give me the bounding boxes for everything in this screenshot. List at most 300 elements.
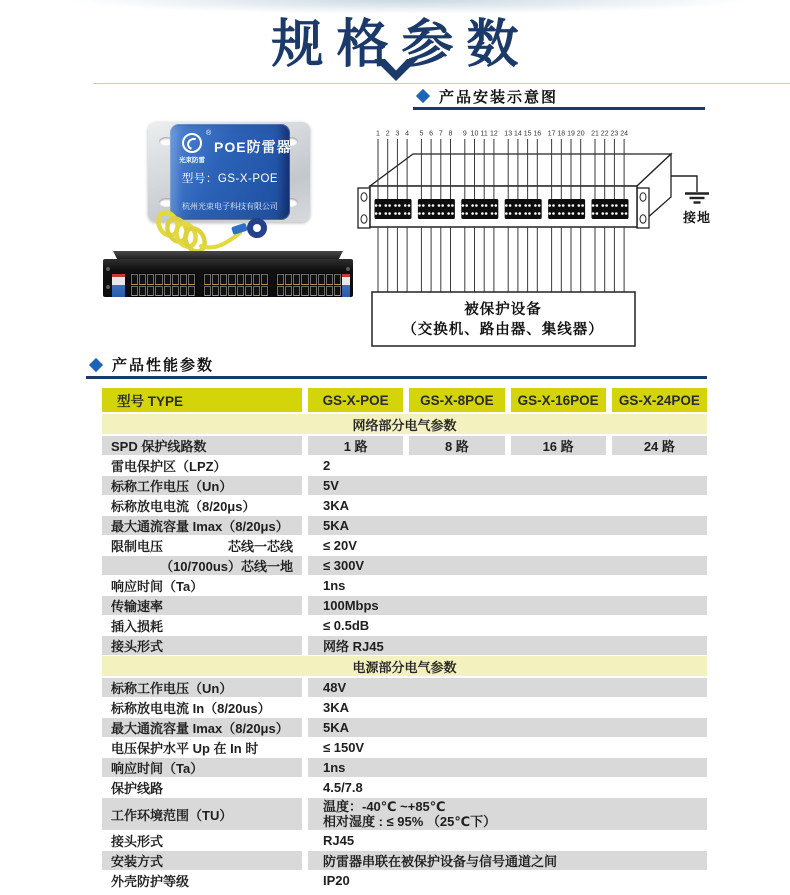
row-label [102,831,302,850]
rj45-pin [388,212,391,215]
row-label [102,871,302,890]
port-number: 7 [438,130,443,138]
row-label-text: 标称放电电流（8/20μs） [111,499,256,514]
switch-port [253,286,260,297]
rj45-pin [519,212,522,215]
rj45-pin [398,204,401,207]
row-label-right-text: 芯线一芯线 [227,539,293,554]
port-number: 18 [557,130,566,138]
rj45-pin [394,212,397,215]
rj45-group [548,199,585,219]
switch-port [164,274,171,285]
row-label [102,556,302,575]
install-section-heading [413,85,705,110]
rj45-pin [481,204,484,207]
row-value: 5V [308,476,707,495]
table-row [102,516,707,535]
rj45-pin [451,212,454,215]
rj45-pin [379,212,382,215]
device-name: POE防雷器 [214,139,292,155]
table-row [102,556,707,575]
table-section-row: 电源部分电气参数 [102,656,707,676]
row-label [102,596,302,615]
table-row [102,758,707,777]
header-type-cell: 型号 TYPE [102,388,302,412]
rj45-pin [465,212,468,215]
header-model-cell: GS-X-24POE [612,388,707,412]
row-value [308,798,707,830]
port-number: 1 [376,130,380,138]
rj45-pin [538,212,541,215]
switch-port [293,286,300,297]
row-label [102,616,302,635]
row-label [102,456,302,475]
rj45-pin [611,204,614,207]
port-number: 23 [610,130,619,138]
switch-port-bank [130,273,196,297]
rj45-group [375,199,412,219]
port-numbers [376,131,628,138]
switch-port [261,286,268,297]
rj45-pin [592,212,595,215]
top-divider-line [93,83,790,84]
port-number: 2 [385,130,390,138]
rj45-pin [375,204,378,207]
rj45-pin [451,204,454,207]
rj45-pin [524,204,527,207]
switch-port [310,286,317,297]
switch-port [212,274,219,285]
diamond-icon [416,89,430,103]
install-diagram [355,120,790,350]
rj45-pin [578,204,581,207]
rj45-pin [385,204,388,207]
switch-port [220,286,227,297]
row-value: 16 路 [511,436,606,455]
switch-port [228,274,235,285]
rj45-pin [462,204,465,207]
switch-port [334,274,341,285]
table-row [102,616,707,635]
switch-port [204,274,211,285]
row-label-text: 传输速率 [111,599,164,614]
rj45-pin [568,212,571,215]
rj45-pin [491,212,494,215]
rj45-pin [611,212,614,215]
switch-port [237,286,244,297]
row-value-line: 温度：-40℃ ~+85℃ [323,799,446,814]
rj45-pin [394,204,397,207]
table-header-row [102,388,707,412]
port-number: 22 [600,130,609,138]
row-label-text: 响应时间（Ta） [111,761,204,776]
switch-port [326,274,333,285]
row-label [102,436,302,455]
switch-port [318,286,325,297]
rj45-pin [408,212,411,215]
down-arrow-icon [374,59,418,81]
row-label-text: 电压保护水平 Up 在 In 时 [111,741,259,756]
rj45-pin [602,204,605,207]
switch-port [285,274,292,285]
rj45-pin [581,204,584,207]
row-label [102,718,302,737]
row-value: 5KA [308,718,707,737]
port-number: 4 [405,130,410,138]
rj45-pin [572,204,575,207]
row-label [102,698,302,717]
rj45-pin [524,212,527,215]
switch-port [301,274,308,285]
row-label-text: 接头形式 [111,639,164,654]
row-value: ≤ 20V [308,536,707,555]
rj45-pin [441,204,444,207]
port-number: 11 [480,130,488,138]
port-number: 16 [533,130,542,138]
row-label [102,798,302,830]
rj45-pin [534,204,537,207]
rj45-group [592,199,629,219]
row-label [102,778,302,797]
rj45-pin [475,212,478,215]
rj45-pin [605,212,608,215]
switch-port [212,286,219,297]
switch-port [164,286,171,297]
port-number: 15 [523,130,532,138]
header-model-cell: GS-X-8POE [409,388,504,412]
switch-port [228,286,235,297]
ear-hole [361,215,367,223]
rack-screw-hole [106,267,110,271]
row-label [102,678,302,697]
row-label-text: （10/700us）芯线一地 [160,559,293,574]
protected-box-line1: 被保护设备 [464,302,542,318]
row-label-text: 安装方式 [111,854,164,869]
row-label-text: 接头形式 [111,834,164,849]
row-label [102,636,302,655]
port-number: 24 [620,130,628,138]
port-number: 8 [448,130,453,138]
row-label [102,516,302,535]
rj45-group [461,199,498,219]
switch-port [147,274,154,285]
params-section-title: 产品性能参数 [112,357,215,374]
switch-port [180,274,187,285]
switch-port [172,274,179,285]
row-label-text: 保护线路 [111,781,164,796]
rj45-pin [408,204,411,207]
rj45-pin [471,204,474,207]
row-label [102,758,302,777]
row-label [102,476,302,495]
rj45-pin [615,204,618,207]
row-label-text: SPD 保护线路数 [111,439,207,454]
row-value: 5KA [308,516,707,535]
protected-device-box [372,292,635,346]
rj45-pin [404,212,407,215]
table-row [102,636,707,655]
rj45-group [505,199,542,219]
device-company: 杭州光束电子科技有限公司 [182,202,278,211]
port-number: 6 [429,130,434,138]
row-label-text: 外壳防护等级 [111,874,190,889]
switch-port [139,286,146,297]
switch-port [277,286,284,297]
rj45-pin [548,212,551,215]
rj45-pin [447,212,450,215]
row-value: 1ns [308,758,707,777]
ground-symbol [671,176,711,225]
switch-label-sticker [112,274,125,297]
row-value: ≤ 300V [308,556,707,575]
rj45-pin [475,204,478,207]
switch-port [180,286,187,297]
switch-front-face [103,259,353,297]
table-row [102,698,707,717]
table-row [102,778,707,797]
rj45-pin [447,204,450,207]
rj45-pin [418,204,421,207]
rj45-group [418,199,455,219]
row-label [102,738,302,757]
rj45-pin [548,204,551,207]
switch-port [334,286,341,297]
rj45-pin [388,204,391,207]
rj45-pin [625,204,628,207]
port-number: 10 [470,130,479,138]
row-label-text: 响应时间（Ta） [111,579,204,594]
page-title: 规格参数 [271,16,532,74]
switch-port [318,274,325,285]
table-section-row: 网络部分电气参数 [102,414,707,434]
row-label-text: 标称工作电压（Un） [111,681,233,696]
switch-port [188,286,195,297]
port-number: 20 [576,130,585,138]
port-number: 3 [395,130,400,138]
protected-box-line2: （交换机、路由器、集线器） [402,322,604,338]
brand-name: 光束防雷 [179,157,205,164]
row-label-text: 限制电压 [111,539,164,554]
ground-wire [146,204,316,258]
rj45-pin [509,204,512,207]
rj45-pin [505,212,508,215]
rj45-pin [572,212,575,215]
switch-port [285,286,292,297]
row-value: 24 路 [612,436,707,455]
rj45-pin [465,204,468,207]
rj45-pin [422,212,425,215]
brand-logo-icon [182,133,202,153]
row-value: ≤ 0.5dB [308,616,707,635]
rj45-pin [596,212,599,215]
row-value: IP20 [308,871,707,890]
rj45-pin [562,204,565,207]
port-number: 5 [419,130,424,138]
table-row [102,738,707,757]
table-row [102,436,707,455]
row-label-text: 雷电保护区（LPZ） [111,459,227,474]
rj45-pin [528,212,531,215]
row-label [102,496,302,515]
rj45-pin [441,212,444,215]
rj45-pin [596,204,599,207]
port-number: 13 [504,130,513,138]
rj45-pin [528,204,531,207]
rj45-pin [625,212,628,215]
diamond-icon [89,357,103,371]
switch-port [139,274,146,285]
rj45-pin [538,204,541,207]
switch-port [326,286,333,297]
row-value: 2 [308,456,707,475]
rj45-pin [471,212,474,215]
row-value: 3KA [308,496,707,515]
rj45-pin [558,204,561,207]
rj45-pin [562,212,565,215]
switch-port [253,274,260,285]
switch-port [155,286,162,297]
row-label [102,851,302,870]
rj45-pin [515,204,518,207]
rj45-pin [398,212,401,215]
rack-screw-hole [346,267,350,271]
table-row [102,851,707,870]
rj45-pin [438,212,441,215]
switch-port [293,274,300,285]
rj45-pin [438,204,441,207]
port-number: 12 [490,130,498,138]
rj45-pin [428,204,431,207]
row-value: 8 路 [409,436,504,455]
rj45-pin [495,212,498,215]
table-row [102,496,707,515]
row-value: 3KA [308,698,707,717]
switch-port [172,286,179,297]
switch-port [301,286,308,297]
row-label-text: 最大通流容量 Imax（8/20μs） [111,721,289,736]
row-value: 4.5/7.8 [308,778,707,797]
row-value: 防雷器串联在被保护设备与信号通道之间 [308,851,707,870]
row-value: 1ns [308,576,707,595]
ground-label: 接地 [682,210,712,225]
rj45-pin [491,204,494,207]
rj45-pin [578,212,581,215]
table-row [102,678,707,697]
switch-port [277,274,284,285]
switch-port [310,274,317,285]
rj45-pin [485,212,488,215]
rack-screw-hole [106,285,110,289]
table-row [102,831,707,850]
rj45-pin [558,212,561,215]
rj45-pin [519,204,522,207]
rj45-pin [581,212,584,215]
table-row [102,718,707,737]
poe-device-photo [146,116,316,258]
rj45-pin [621,212,624,215]
ear-hole [640,193,646,201]
table-row [102,871,707,890]
rj45-pin [379,204,382,207]
switch-port [155,274,162,285]
table-row [102,536,707,555]
rj45-pin [404,204,407,207]
switch-port [245,286,252,297]
rj45-pin [462,212,465,215]
rj45-pin [552,204,555,207]
rj45-pin [432,212,435,215]
row-label-text: 工作环境范围（TU） [111,807,233,823]
device-model: 型号：GS-X-POE [181,173,279,185]
row-label-text: 插入损耗 [111,619,164,634]
switch-port-bank [203,273,269,297]
ear-hole [361,193,367,201]
switch-port [261,274,268,285]
switch-port [245,274,252,285]
spec-table [102,388,707,891]
switch-port [188,274,195,285]
row-label-text: 最大通流容量 Imax（8/20μs） [111,519,289,534]
rj45-pin [615,212,618,215]
switch-port [237,274,244,285]
row-value: 网络 RJ45 [308,636,707,655]
header-model-cell: GS-X-POE [308,388,403,412]
rj45-pin [418,212,421,215]
row-value: 100Mbps [308,596,707,615]
port-number: 14 [514,130,522,138]
registered-mark: ® [206,130,212,137]
rj45-pin [605,204,608,207]
ear-hole [640,215,646,223]
rj45-pin [422,204,425,207]
switch-port [131,274,138,285]
row-label-text: 标称放电电流 In（8/20us） [111,701,271,716]
rj45-pin [432,204,435,207]
row-value: RJ45 [308,831,707,850]
port-number: 17 [547,130,556,138]
rj45-pin [602,212,605,215]
switch-port [204,286,211,297]
rj45-pin [621,204,624,207]
port-number: 19 [567,130,575,138]
row-value: 1 路 [308,436,403,455]
switch-port [147,286,154,297]
table-row [102,476,707,495]
table-row [102,798,707,830]
port-number: 21 [591,130,599,138]
install-section-title: 产品安装示意图 [439,88,559,106]
switch-port-bank [276,273,342,297]
rj45-pin [534,212,537,215]
rj45-pin [428,212,431,215]
rj45-pin [375,212,378,215]
row-label [102,536,302,555]
table-row [102,456,707,475]
rj45-pin [509,212,512,215]
row-label-text: 标称工作电压（Un） [111,479,233,494]
table-row [102,596,707,615]
row-value-line: 相对湿度 : ≤ 95% （25℃下） [323,814,497,829]
params-section-heading [86,353,707,379]
rj45-pin [495,204,498,207]
rj45-pin [505,204,508,207]
switch-port [220,274,227,285]
row-value: 48V [308,678,707,697]
switch-photo [103,251,353,301]
rj45-pin [592,204,595,207]
row-value: ≤ 150V [308,738,707,757]
port-number: 9 [462,130,467,138]
